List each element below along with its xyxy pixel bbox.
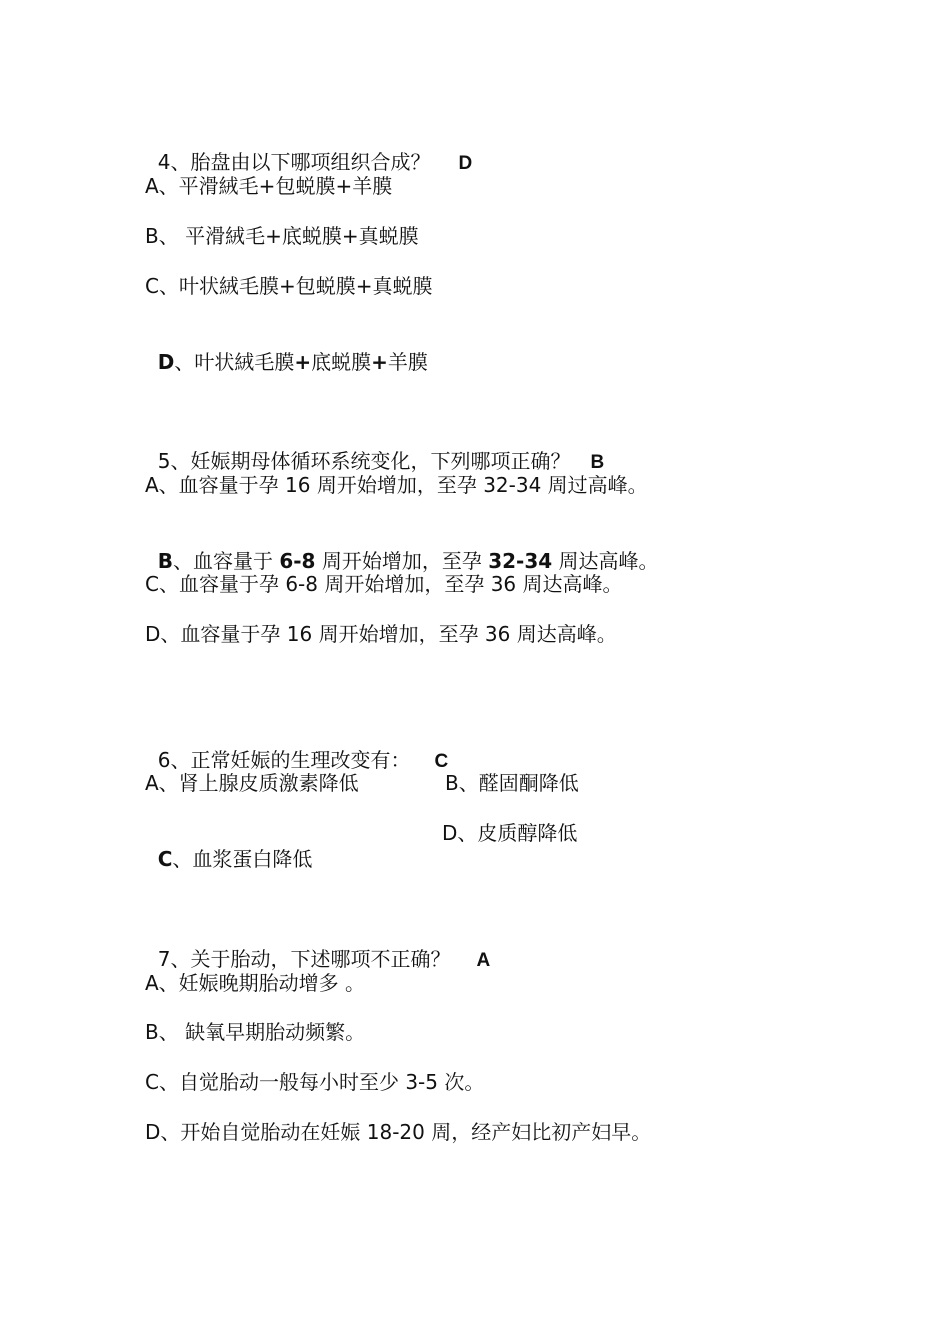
question-6-text: 6、正常妊娠的生理改变有： xyxy=(157,748,411,772)
option-d-plus-2: + xyxy=(371,350,388,374)
option-b-weeks-start: 6-8 xyxy=(279,549,316,573)
question-4-option-d xyxy=(145,323,428,374)
question-4-option-a: A、平滑絨毛+包蜕膜+羊膜 xyxy=(145,174,393,198)
question-7-option-d: D、开始自觉胎动在妊娠 18-20 周，经产妇比初产妇早。 xyxy=(145,1120,652,1144)
question-4-option-b: B、 平滑絨毛+底蜕膜+真蜕膜 xyxy=(145,224,419,248)
question-7-option-b: B、 缺氧早期胎动频繁。 xyxy=(145,1020,366,1044)
question-7-stem xyxy=(145,920,491,971)
option-d-letter: D xyxy=(157,350,175,374)
question-6-option-d: D、皮质醇降低 xyxy=(442,821,578,845)
option-c-text: 、血浆蛋白降低 xyxy=(172,847,313,871)
question-4-answer: D xyxy=(458,153,473,174)
question-4-stem xyxy=(145,123,473,174)
option-d-text-3: 羊膜 xyxy=(387,350,428,374)
question-5-answer: B xyxy=(590,452,605,473)
question-6-option-c xyxy=(145,820,313,871)
option-b-text-3: 周达高峰。 xyxy=(552,549,659,573)
option-d-text-2: 底蜕膜 xyxy=(311,350,372,374)
option-b-text-2: 周开始增加，至孕 xyxy=(315,549,489,573)
question-7-answer: A xyxy=(476,950,491,971)
option-c-letter: C xyxy=(157,847,173,871)
question-4-text: 4、胎盘由以下哪项组织合成？ xyxy=(157,150,431,174)
option-b-text-1: 、血容量于 xyxy=(172,549,280,573)
question-6-answer: C xyxy=(434,751,449,772)
question-6-stem xyxy=(145,721,449,772)
question-5-option-c: C、血容量于孕 6-8 周开始增加，至孕 36 周达高峰。 xyxy=(145,572,623,596)
option-b-letter: B xyxy=(157,549,173,573)
question-4-option-c: C、叶状絨毛膜+包蜕膜+真蜕膜 xyxy=(145,274,433,298)
question-7-text: 7、关于胎动，下述哪项不正确？ xyxy=(157,947,451,971)
question-5-stem xyxy=(145,422,605,473)
option-d-plus-1: + xyxy=(294,350,312,374)
question-5-text: 5、妊娠期母体循环系统变化，下列哪项正确？ xyxy=(157,449,571,473)
question-7-option-c: C、自觉胎动一般每小时至少 3-5 次。 xyxy=(145,1070,485,1094)
option-b-weeks-peak: 32-34 xyxy=(488,549,553,573)
question-6-option-b: B、醛固酮降低 xyxy=(445,771,579,795)
question-6-option-a: A、肾上腺皮质激素降低 xyxy=(145,771,359,795)
question-5-option-a: A、血容量于孕 16 周开始增加，至孕 32-34 周过高峰。 xyxy=(145,473,648,497)
question-5-option-b xyxy=(145,522,659,573)
question-7-option-a: A、妊娠晚期胎动增多 。 xyxy=(145,971,366,995)
question-5-option-d: D、血容量于孕 16 周开始增加，至孕 36 周达高峰。 xyxy=(145,622,617,646)
option-d-text-1: 、叶状絨毛膜 xyxy=(174,350,295,374)
